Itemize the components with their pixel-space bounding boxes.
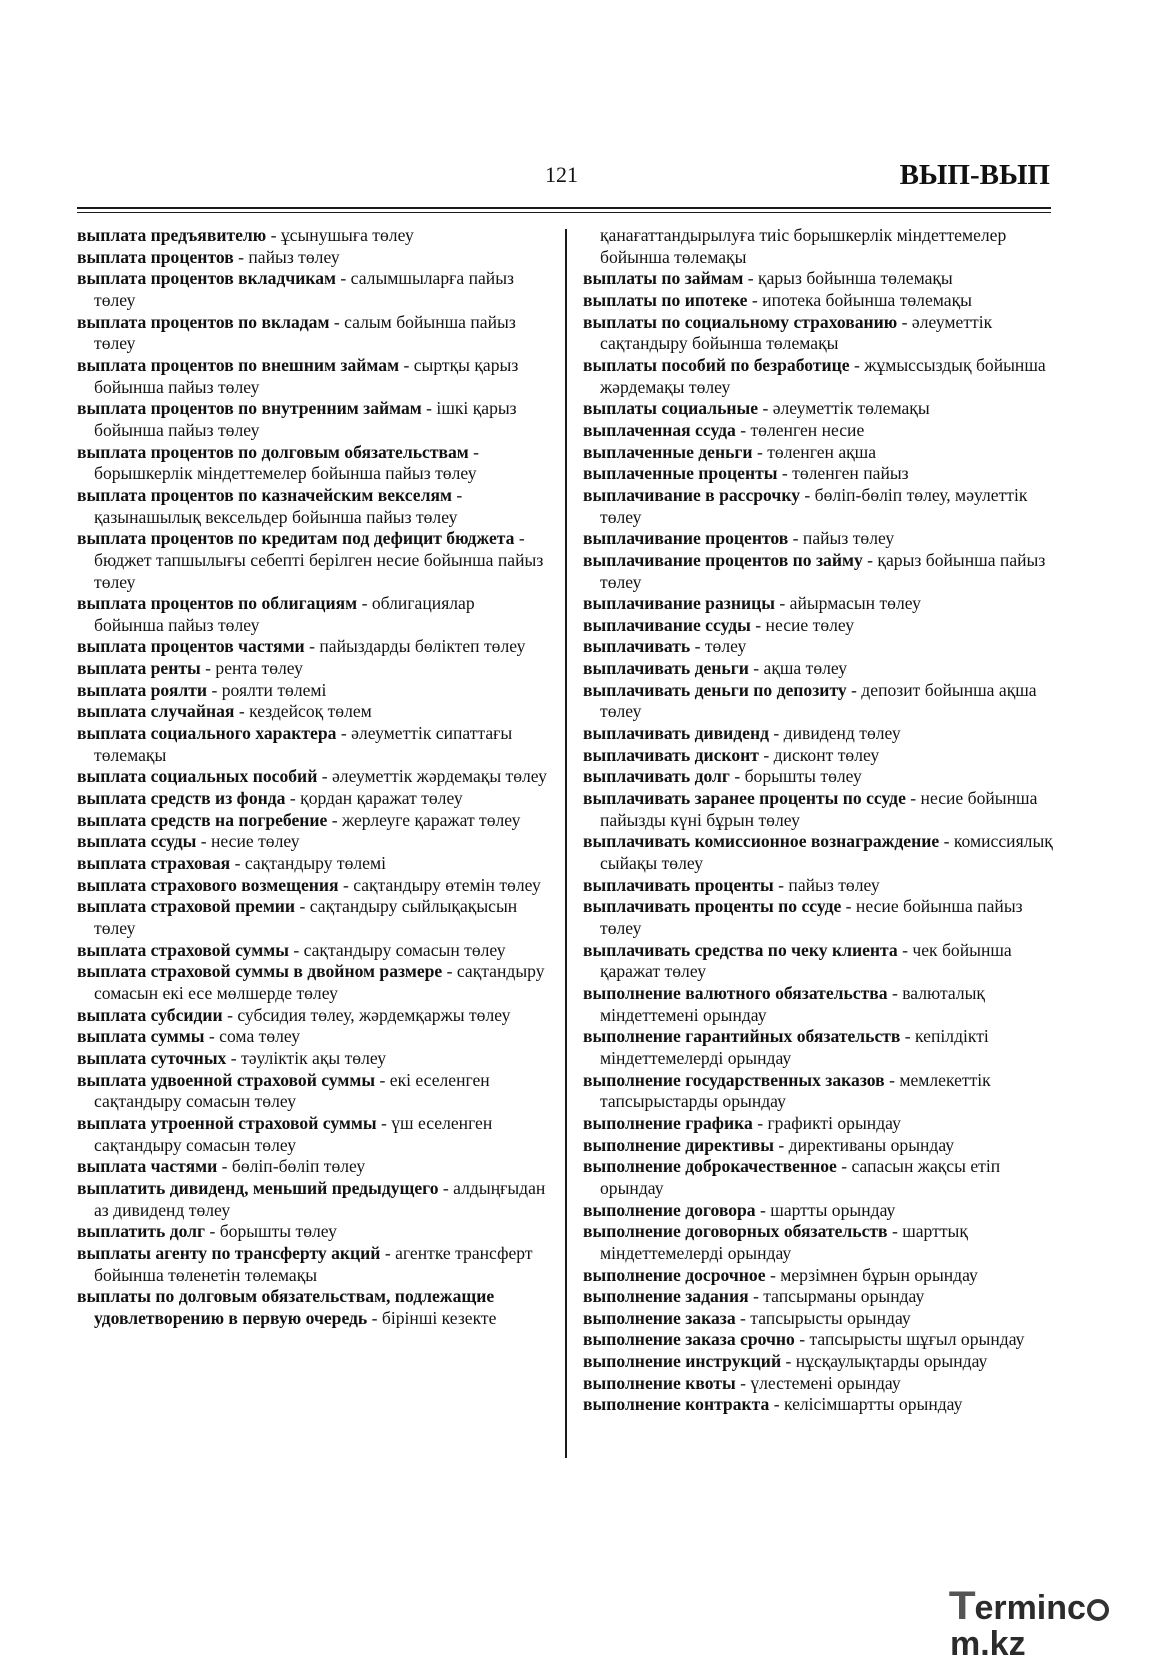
entry-term: выполнение доброкачественное bbox=[583, 1156, 837, 1177]
dictionary-entry bbox=[77, 485, 547, 528]
entry-definition: - сақтандыру сыйлықақысын төлеу bbox=[94, 896, 518, 938]
entry-term: выполнение графика bbox=[583, 1112, 753, 1133]
dictionary-entry bbox=[77, 896, 547, 939]
logo-text-prefix: ermin bbox=[974, 1589, 1068, 1627]
entry-term: выплачивание процентов bbox=[583, 528, 789, 549]
entry-term: выплата роялти bbox=[77, 679, 208, 700]
dictionary-entry bbox=[583, 680, 1053, 723]
entry-definition: - бірінші кезекте bbox=[367, 1307, 497, 1328]
entry-term: выполнение контракта bbox=[583, 1394, 770, 1415]
dictionary-entry bbox=[77, 225, 547, 247]
entry-definition: - қордан қаражат төлеу bbox=[285, 788, 463, 809]
entry-definition: - бөліп-бөліп төлеу bbox=[217, 1156, 366, 1177]
dictionary-entry bbox=[583, 290, 1053, 312]
entry-definition: - борышкерлік міндеттемелер бойынша пайыз төлеу bbox=[94, 441, 480, 484]
entry-definition: - борышты төлеу bbox=[205, 1221, 337, 1242]
entry-definition: - сома төлеу bbox=[204, 1026, 301, 1047]
dictionary-entry bbox=[77, 1113, 547, 1156]
entry-term: выплата средств на погребение bbox=[77, 809, 328, 830]
entry-definition: - екі еселенген сақтандыру сомасын төлеу bbox=[94, 1069, 490, 1112]
entry-definition: - қарыз бойынша төлемақы bbox=[743, 268, 953, 289]
column-divider bbox=[565, 229, 567, 1458]
entry-term: выплата социального характера bbox=[77, 723, 337, 744]
dictionary-entry bbox=[77, 680, 547, 702]
entry-term: выплачивать деньги по депозиту bbox=[583, 679, 847, 700]
entry-definition: - кездейсоқ төлем bbox=[234, 701, 372, 722]
entry-definition: - алдыңғыдан аз дивиденд төлеу bbox=[94, 1177, 546, 1220]
dictionary-entry bbox=[77, 247, 547, 269]
entry-definition: - рента төлеу bbox=[200, 658, 303, 679]
dictionary-entry bbox=[77, 1178, 547, 1221]
entry-term: выплатить дивиденд, меньший предыдущего bbox=[77, 1177, 439, 1198]
entry-term: выплата страхового возмещения bbox=[77, 874, 339, 895]
entry-term: выполнение директивы bbox=[583, 1134, 775, 1155]
dictionary-entry bbox=[77, 528, 547, 593]
entry-definition: - сақтандыру төлемі bbox=[230, 853, 386, 874]
dictionary-entry bbox=[583, 550, 1053, 593]
dictionary-entry bbox=[77, 268, 547, 311]
entry-term: выплата ренты bbox=[77, 658, 201, 679]
dictionary-entry bbox=[583, 896, 1053, 939]
entry-term: выплата процентов вкладчикам bbox=[77, 268, 337, 289]
dictionary-entry bbox=[583, 528, 1053, 550]
entry-term: выплата страховой суммы в двойном размере bbox=[77, 961, 443, 982]
entry-definition: - төленген пайыз bbox=[777, 463, 909, 484]
entry-definition: - бөліп-бөліп төлеу, мәулеттік төлеу bbox=[600, 484, 1028, 527]
dictionary-entry bbox=[77, 788, 547, 810]
entry-term: выплата удвоенной страховой суммы bbox=[77, 1069, 376, 1090]
dictionary-entry bbox=[583, 1200, 1053, 1222]
page-number: 121 bbox=[545, 162, 578, 187]
entry-definition: - сақтандыру өтемін төлеу bbox=[338, 874, 541, 895]
entry-definition: - графикті орындау bbox=[752, 1112, 901, 1133]
entry-definition: - үш еселенген сақтандыру сомасын төлеу bbox=[94, 1112, 493, 1155]
dictionary-entry bbox=[77, 940, 547, 962]
dictionary-entry bbox=[77, 1156, 547, 1178]
running-head: ВЫП-ВЫП bbox=[899, 159, 1050, 191]
entry-term: выплата процентов по казначейским векселям bbox=[77, 484, 452, 505]
entry-definition: - субсидия төлеу, жәрдемқаржы төлеу bbox=[222, 1004, 511, 1025]
entry-term: выплачивать средства по чеку клиента bbox=[583, 939, 898, 960]
dictionary-entry bbox=[583, 593, 1053, 615]
dictionary-entry bbox=[583, 225, 1053, 268]
dictionary-entry bbox=[583, 463, 1053, 485]
dictionary-entry bbox=[77, 1048, 547, 1070]
dictionary-entry bbox=[583, 442, 1053, 464]
dictionary-entry bbox=[583, 312, 1053, 355]
entry-definition: - комиссиялық сыйақы төлеу bbox=[600, 831, 1053, 874]
dictionary-entry bbox=[77, 398, 547, 441]
entry-definition: қанағаттандырылуға тиіс борышкерлік міндеттемелер бойынша төлемақы bbox=[600, 225, 1007, 267]
entry-definition: - пайыз төлеу bbox=[773, 874, 880, 895]
entry-term: выплаты по займам bbox=[583, 268, 744, 289]
dictionary-entry bbox=[583, 398, 1053, 420]
entry-definition: - пайыз төлеу bbox=[788, 528, 895, 549]
entry-definition: - шарттық міндеттемелерді орындау bbox=[600, 1221, 968, 1263]
dictionary-entry bbox=[583, 1135, 1053, 1157]
entry-definition: - депозит бойынша ақша төлеу bbox=[600, 679, 1037, 722]
logo-t-mark-icon: T bbox=[948, 1584, 976, 1628]
entry-term: выполнение договора bbox=[583, 1199, 756, 1220]
entry-term: выплата процентов bbox=[77, 246, 234, 267]
entry-term: выплата процентов по долговым обязательствам bbox=[77, 441, 469, 462]
dictionary-entry bbox=[77, 636, 547, 658]
entry-definition: - қарыз бойынша пайыз төлеу bbox=[600, 549, 1046, 592]
dictionary-entry bbox=[583, 1221, 1053, 1264]
entry-term: выполнение заказа срочно bbox=[583, 1329, 795, 1350]
entry-definition: - ішкі қарыз бойынша пайыз төлеу bbox=[94, 398, 517, 440]
entry-term: выплата суточных bbox=[77, 1047, 227, 1068]
entry-term: выплачивать деньги bbox=[583, 658, 749, 679]
entry-term: выплата средств из фонда bbox=[77, 788, 286, 809]
dictionary-entry bbox=[583, 615, 1053, 637]
entry-definition: - келісімшартты орындау bbox=[769, 1394, 963, 1415]
entry-definition: - салым бойынша пайыз төлеу bbox=[94, 311, 516, 354]
entry-term: выполнение гарантийных обязательств bbox=[583, 1026, 901, 1047]
right-column bbox=[583, 225, 1053, 1416]
entry-term: выплаты по социальному страхованию bbox=[583, 311, 898, 332]
entry-definition: - мемлекеттік тапсырыстарды орындау bbox=[600, 1069, 991, 1112]
entry-term: выплата случайная bbox=[77, 701, 235, 722]
dictionary-entry bbox=[583, 1373, 1053, 1395]
entry-definition: - бюджет тапшылығы себепті берілген несие бойынша пайыз төлеу bbox=[94, 528, 544, 592]
logo-c-letter: c bbox=[1067, 1589, 1086, 1627]
entry-term: выполнение заказа bbox=[583, 1307, 736, 1328]
entry-term: выплачивать проценты bbox=[583, 874, 774, 895]
entry-definition: - төленген ақша bbox=[752, 441, 877, 462]
entry-term: выплаты социальные bbox=[583, 398, 759, 419]
dictionary-entry bbox=[583, 788, 1053, 831]
header-rule-thin bbox=[77, 212, 1051, 213]
dictionary-entry bbox=[77, 593, 547, 636]
dictionary-entry bbox=[77, 853, 547, 875]
dictionary-entry bbox=[77, 355, 547, 398]
entry-term: выплаченные проценты bbox=[583, 463, 778, 484]
entry-definition: - агентке трансферт бойынша төленетін төлемақы bbox=[94, 1242, 533, 1285]
entry-term: выплата субсидии bbox=[77, 1004, 223, 1025]
entry-term: выполнение квоты bbox=[583, 1372, 736, 1393]
entry-definition: - ақша төлеу bbox=[748, 658, 848, 679]
entry-definition: - сақтандыру сомасын төлеу bbox=[288, 939, 506, 960]
entry-term: выплаченная ссуда bbox=[583, 419, 736, 440]
entry-term: выплаты по долговым обязательствам, подлежащие удовлетворению в первую очередь bbox=[77, 1286, 495, 1328]
entry-definition: - тапсырысты шұғыл орындау bbox=[794, 1329, 1025, 1350]
entry-definition: - әлеуметтік жәрдемақы төлеу bbox=[317, 766, 547, 787]
entry-definition: - чек бойынша қаражат төлеу bbox=[600, 939, 1012, 982]
dictionary-entry bbox=[583, 745, 1053, 767]
dictionary-entry bbox=[583, 485, 1053, 528]
termincom-logo bbox=[948, 1584, 1158, 1663]
entry-definition: - несие төлеу bbox=[750, 614, 855, 635]
dictionary-entry bbox=[77, 875, 547, 897]
dictionary-entry bbox=[77, 831, 547, 853]
entry-term: выполнение валютного обязательства bbox=[583, 982, 888, 1003]
entry-definition: - мерзімнен бұрын орындау bbox=[765, 1264, 978, 1285]
entry-term: выполнение государственных заказов bbox=[583, 1069, 885, 1090]
entry-term: выплата социальных пособий bbox=[77, 766, 318, 787]
entry-definition: - валюталық міндеттемені орындау bbox=[600, 982, 985, 1025]
entry-definition: - төлеу bbox=[690, 636, 747, 657]
entry-definition: - айырмасын төлеу bbox=[774, 593, 921, 614]
dictionary-entry bbox=[583, 1286, 1053, 1308]
entry-term: выплата ссуды bbox=[77, 831, 197, 852]
dictionary-entry bbox=[77, 766, 547, 788]
entry-definition: - дивиденд төлеу bbox=[769, 723, 901, 744]
entry-definition: - роялти төлемі bbox=[207, 679, 327, 700]
entry-term: выплата страховой суммы bbox=[77, 939, 289, 960]
entry-definition: - борышты төлеу bbox=[729, 766, 862, 787]
entry-definition: - тапсырысты орындау bbox=[735, 1307, 911, 1328]
entry-definition: - әлеуметтік сақтандыру бойынша төлемақы bbox=[600, 311, 993, 354]
dictionary-entry bbox=[583, 766, 1053, 788]
dictionary-entry bbox=[77, 701, 547, 723]
entry-definition: - нұсқаулықтарды орындау bbox=[781, 1351, 988, 1372]
dictionary-entry bbox=[583, 983, 1053, 1026]
dictionary-entry bbox=[583, 940, 1053, 983]
dictionary-entry bbox=[583, 1329, 1053, 1351]
dictionary-entry bbox=[77, 810, 547, 832]
entry-definition: - тапсырманы орындау bbox=[748, 1286, 925, 1307]
entry-definition: - сапасын жақсы етіп орындау bbox=[600, 1156, 1001, 1198]
entry-definition: - сақтандыру сомасын екі есе мөлшерде төлеу bbox=[94, 961, 545, 1003]
entry-term: выплата процентов по внешним займам bbox=[77, 354, 400, 375]
entry-term: выполнение договорных обязательств bbox=[583, 1221, 888, 1242]
entry-definition: - дисконт төлеу bbox=[758, 744, 880, 765]
entry-definition: - ипотека бойынша төлемақы bbox=[747, 289, 972, 310]
entry-term: выплата процентов по внутренним займам bbox=[77, 398, 422, 419]
entry-term: выплачивать долг bbox=[583, 766, 730, 787]
entry-definition: - кепілдікті міндеттемелерді орындау bbox=[600, 1026, 989, 1068]
entry-term: выплатить долг bbox=[77, 1221, 206, 1242]
left-column bbox=[77, 225, 547, 1329]
entry-definition: - салымшыларға пайыз төлеу bbox=[94, 268, 514, 310]
entry-term: выплата процентов по кредитам под дефицит бюджета bbox=[77, 528, 515, 549]
dictionary-entry bbox=[583, 658, 1053, 680]
entry-definition: - несие бойынша пайыз төлеу bbox=[600, 896, 1023, 938]
entry-definition: - ұсынушыға төлеу bbox=[266, 225, 414, 245]
entry-term: выплата процентов по облигациям bbox=[77, 593, 358, 614]
entry-term: выплата суммы bbox=[77, 1026, 205, 1047]
dictionary-entry bbox=[583, 723, 1053, 745]
dictionary-entry bbox=[583, 1113, 1053, 1135]
dictionary-entry bbox=[77, 1286, 547, 1329]
dictionary-entry bbox=[583, 1308, 1053, 1330]
dictionary-entry bbox=[583, 1265, 1053, 1287]
entry-term: выплата страховая bbox=[77, 853, 231, 874]
dictionary-entry bbox=[583, 875, 1053, 897]
entry-term: выплаты агенту по трансферту акций bbox=[77, 1242, 381, 1263]
entry-definition: - сыртқы қарыз бойынша пайыз төлеу bbox=[94, 354, 519, 397]
entry-definition: - пайыз төлеу bbox=[233, 246, 340, 267]
entry-definition: - пайыздарды бөліктеп төлеу bbox=[304, 636, 526, 657]
entry-definition: - тәуліктік ақы төлеу bbox=[226, 1047, 387, 1068]
entry-term: выплачивать bbox=[583, 636, 691, 657]
dictionary-entry bbox=[77, 1243, 547, 1286]
dictionary-entry bbox=[77, 442, 547, 485]
entry-definition: - жерлеуге қаражат төлеу bbox=[327, 809, 521, 830]
dictionary-entry bbox=[77, 1005, 547, 1027]
entry-definition: - қазынашылық вексельдер бойынша пайыз төлеу bbox=[94, 484, 463, 527]
entry-term: выплачивать дивиденд bbox=[583, 723, 770, 744]
dictionary-entry bbox=[77, 1026, 547, 1048]
entry-term: выплата частями bbox=[77, 1156, 218, 1177]
logo-text-suffix: m.kz bbox=[950, 1625, 1026, 1663]
entry-definition: - облигациялар бойынша пайыз төлеу bbox=[94, 593, 475, 635]
dictionary-entry bbox=[583, 636, 1053, 658]
dictionary-entry bbox=[77, 723, 547, 766]
dictionary-entry bbox=[583, 831, 1053, 874]
entry-term: выплата страховой премии bbox=[77, 896, 296, 917]
dictionary-entry bbox=[77, 1070, 547, 1113]
entry-definition: - әлеуметтік сипаттағы төлемақы bbox=[94, 723, 513, 765]
dictionary-entry bbox=[77, 1221, 547, 1243]
entry-term: выплачивать заранее проценты по ссуде bbox=[583, 788, 906, 809]
entry-term: выплаченные деньги bbox=[583, 441, 753, 462]
entry-term: выполнение инструкций bbox=[583, 1351, 782, 1372]
dictionary-entry bbox=[583, 268, 1053, 290]
entry-term: выполнение задания bbox=[583, 1286, 749, 1307]
entry-definition: - жұмыссыздық бойынша жәрдемақы төлеу bbox=[600, 354, 1046, 397]
entry-definition: - төленген несие bbox=[735, 419, 865, 440]
entry-term: выплата процентов по вкладам bbox=[77, 311, 330, 332]
entry-term: выплаты пособий по безработице bbox=[583, 354, 850, 375]
dictionary-entry bbox=[583, 1026, 1053, 1069]
dictionary-entry bbox=[77, 312, 547, 355]
entry-term: выплачивать проценты по ссуде bbox=[583, 896, 842, 917]
entry-term: выплачивание ссуды bbox=[583, 614, 751, 635]
dictionary-entry bbox=[583, 1070, 1053, 1113]
entry-definition: - шартты орындау bbox=[755, 1199, 896, 1220]
entry-term: выплата утроенной страховой суммы bbox=[77, 1112, 377, 1133]
entry-term: выплачивание разницы bbox=[583, 593, 775, 614]
dictionary-entry bbox=[77, 961, 547, 1004]
entry-definition: - әлеуметтік төлемақы bbox=[758, 398, 930, 419]
entry-term: выплата процентов частями bbox=[77, 636, 305, 657]
entry-term: выплаты по ипотеке bbox=[583, 289, 748, 310]
entry-term: выплачивать дисконт bbox=[583, 744, 759, 765]
entry-term: выплачивать комиссионное вознаграждение bbox=[583, 831, 940, 852]
logo-o-ring-icon bbox=[1087, 1599, 1109, 1621]
entry-definition: - үлестемені орындау bbox=[735, 1372, 901, 1393]
entry-term: выплачивание в рассрочку bbox=[583, 484, 801, 505]
entry-definition: - несие төлеу bbox=[196, 831, 300, 852]
entry-definition: - директиваны орындау bbox=[774, 1134, 955, 1155]
entry-term: выполнение досрочное bbox=[583, 1264, 766, 1285]
dictionary-entry bbox=[583, 1156, 1053, 1199]
dictionary-entry bbox=[583, 1394, 1053, 1416]
dictionary-entry bbox=[583, 355, 1053, 398]
dictionary-entry bbox=[77, 658, 547, 680]
entry-term: выплачивание процентов по займу bbox=[583, 549, 863, 570]
entry-term: выплата предъявителю bbox=[77, 225, 267, 245]
entry-definition: - несие бойынша пайызды күні бұрын төлеу bbox=[600, 788, 1038, 830]
dictionary-entry bbox=[583, 1351, 1053, 1373]
header-rule-thick bbox=[77, 207, 1051, 209]
dictionary-entry bbox=[583, 420, 1053, 442]
